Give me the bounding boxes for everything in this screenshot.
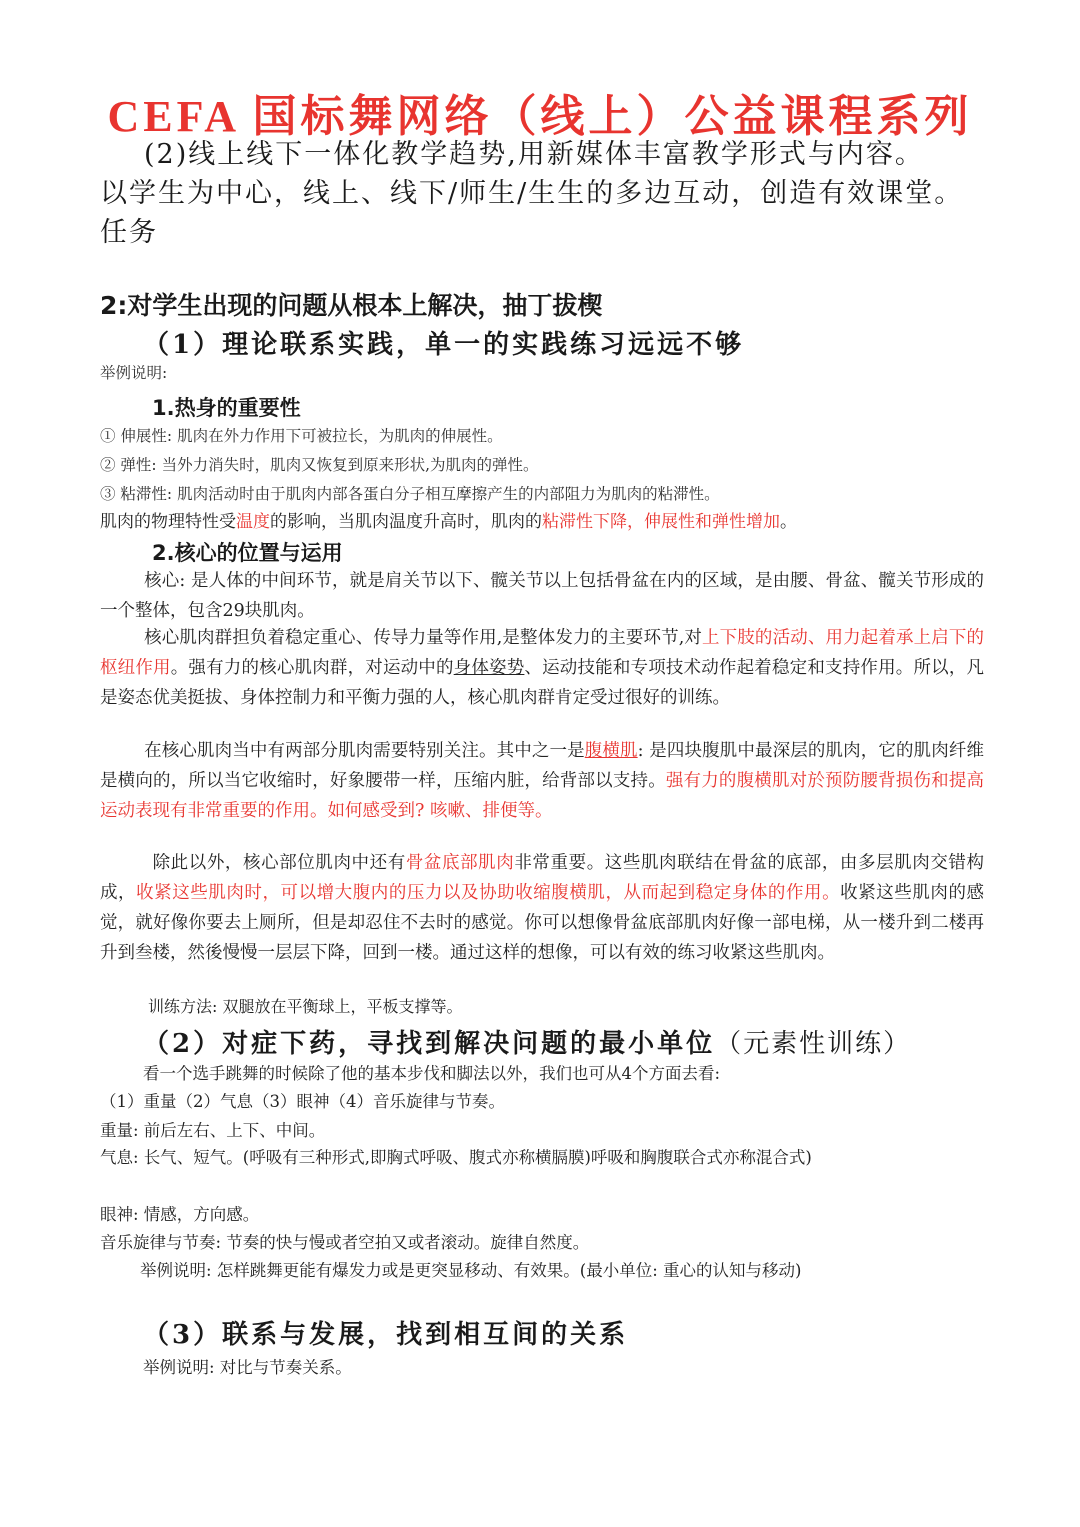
subsection-2-heading-text: （2）对症下药，寻找到解决问题的最小单位 [143, 1029, 716, 1059]
lead-line-2: 以学生为中心，线上、线下/师生/生生的多边互动，创造有效课堂。 [100, 178, 964, 209]
core-p3-text: 在核心肌肉当中有两部分肌肉需要特别关注。其中之一是 [144, 741, 585, 761]
subsection-3-heading: （3）联系与发展，找到相互间的关系 [143, 1320, 629, 1350]
core-p4-text: 非常重要。这些肌肉联结在骨盆的底部，由多层肌肉交错构成， [100, 853, 985, 903]
core-p4-highlight: 收紧这些肌肉时，可以增大腹内的压力以及协助收缩腹横肌，从而起到稳定身体的作用。 [136, 883, 841, 903]
sub2-list [100, 1087, 984, 1117]
sub2-weight [100, 1116, 984, 1146]
core-paragraph-2 [100, 623, 984, 713]
core-paragraph-4 [100, 848, 984, 968]
core-p3-text: : 是四块腹肌中最深层的肌肉，它的肌肉纤维是横向的，所以当它收缩时，好象腰带一样，压缩内脏，给背部以支持。 [100, 741, 985, 791]
document-title: CEFA 国标舞网络（线上）公益课程系列 [107, 92, 973, 141]
summary-text: 的影响，当肌肉温度升高时，肌肉的 [270, 512, 542, 532]
sub2-music-text: 音乐旋律与节奏: 节奏的快与慢或者空拍又或者滚动。旋律自然度。 [100, 1233, 590, 1252]
warmup-list [100, 422, 984, 509]
sub2-breath [100, 1143, 984, 1173]
sub2-eyes [100, 1200, 984, 1230]
sub2-list-text: （1）重量（2）气息（3）眼神（4）音乐旋律与节奏。 [100, 1092, 505, 1111]
core-p3-highlight: 强有力的腹横肌对於预防腰背损伤和提高运动表现有非常重要的作用。如何感受到? 咳嗽、排便等。 [100, 771, 984, 821]
lead-line-1: (2)线上线下一体化教学趋势,用新媒体丰富教学形式与内容。 [144, 139, 924, 170]
sub2-intro [143, 1059, 1027, 1089]
lead-paragraph [100, 135, 984, 252]
core-p2-text: 、运动技能和专项技术动作起着稳定和支持作用。所以，凡是姿态优美挺拔、身体控制力和平衡力强的人，核心肌肉群肯定受过很好的训练。 [100, 658, 984, 708]
lead-line-3: 任务 [100, 217, 158, 248]
sub3-example-text: 举例说明: 对比与节奏关系。 [143, 1358, 352, 1377]
core-paragraph-3 [100, 736, 984, 826]
sub2-eyes-text: 眼神: 情感，方向感。 [100, 1205, 260, 1224]
core-heading: 2.核心的位置与运用 [152, 541, 343, 565]
training-method [148, 992, 1032, 1022]
subsection-1-heading: （1）理论联系实践，单一的实践练习远远不够 [143, 330, 745, 360]
core-p3-highlight-muscle: 腹横肌 [584, 741, 638, 761]
list-item: ② 弹性: 当外力消失时，肌肉又恢复到原来形状,为肌肉的弹性。 [100, 456, 539, 474]
sub2-intro-text: 看一个选手跳舞的时候除了他的基本步伐和脚法以外，我们也可从4个方面去看: [143, 1064, 721, 1083]
core-p2-text: 核心肌肉群担负着稳定重心、传导力量等作用,是整体发力的主要环节,对 [144, 628, 703, 648]
summary-text: 。 [780, 512, 797, 532]
summary-text: 肌肉的物理特性受 [100, 512, 236, 532]
core-p2-underlined: 身体姿势 [453, 658, 525, 678]
sub2-example-text: 举例说明: 怎样跳舞更能有爆发力或是更突显移动、有效果。(最小单位: 重心的认知与移动) [140, 1261, 802, 1280]
example-label-text: 举例说明: [100, 364, 168, 382]
core-p4-highlight-pelvic: 骨盆底部肌肉 [405, 853, 515, 873]
warmup-summary [100, 507, 984, 537]
sub2-weight-text: 重量: 前后左右、上下、中间。 [100, 1121, 326, 1140]
core-p4-text: 除此以外，核心部位肌肉中还有 [152, 853, 406, 873]
core-p4-text: 收紧这些肌肉的感觉，就好像你要去上厕所，但是却忍住不去时的感觉。你可以想像骨盆底部肌肉好像一部电梯，从一楼升到二楼再升到叁楼，然後慢慢一层层下降，回到一楼。通过这样的想像，可以有效的练习收紧这些肌肉。 [100, 883, 985, 963]
training-method-text: 训练方法: 双腿放在平衡球上，平板支撑等。 [148, 997, 463, 1016]
list-item: ③ 粘滞性: 肌肉活动时由于肌肉内部各蛋白分子相互摩擦产生的内部阻力为肌肉的粘滞性。 [100, 485, 720, 503]
core-paragraph-1 [100, 566, 984, 626]
sub3-example [143, 1353, 1027, 1383]
summary-highlight-temperature: 温度 [236, 512, 270, 532]
list-item: ① 伸展性: 肌肉在外力作用下可被拉长，为肌肉的伸展性。 [100, 427, 503, 445]
warmup-heading: 1.热身的重要性 [152, 396, 301, 420]
subsection-2-heading-suffix: （元素性训练） [715, 1029, 912, 1059]
example-label [100, 359, 984, 388]
sub2-example [100, 1256, 984, 1286]
core-p1-text: 核心: 是人体的中间环节，就是肩关节以下、髋关节以上包括骨盆在内的区域，是由腰、骨盆、髋关节形成的一个整体，包含29块肌肉。 [100, 571, 984, 621]
subsection-2-heading [143, 1023, 911, 1060]
summary-highlight-effect: 粘滞性下降，伸展性和弹性增加 [542, 512, 780, 532]
core-p2-highlight: 上下肢的活动、用力起着承上启下的枢纽作用 [100, 628, 984, 678]
sub2-breath-text: 气息: 长气、短气。(呼吸有三种形式,即胸式呼吸、腹式亦称横膈膜)呼吸和胸腹联合式亦称混合式) [100, 1148, 812, 1167]
section-2-heading: 2:对学生出现的问题从根本上解决，抽丁拔楔 [100, 291, 603, 320]
core-p2-text: 。强有力的核心肌肉群，对运动中的 [170, 658, 454, 678]
sub2-music [100, 1228, 984, 1258]
